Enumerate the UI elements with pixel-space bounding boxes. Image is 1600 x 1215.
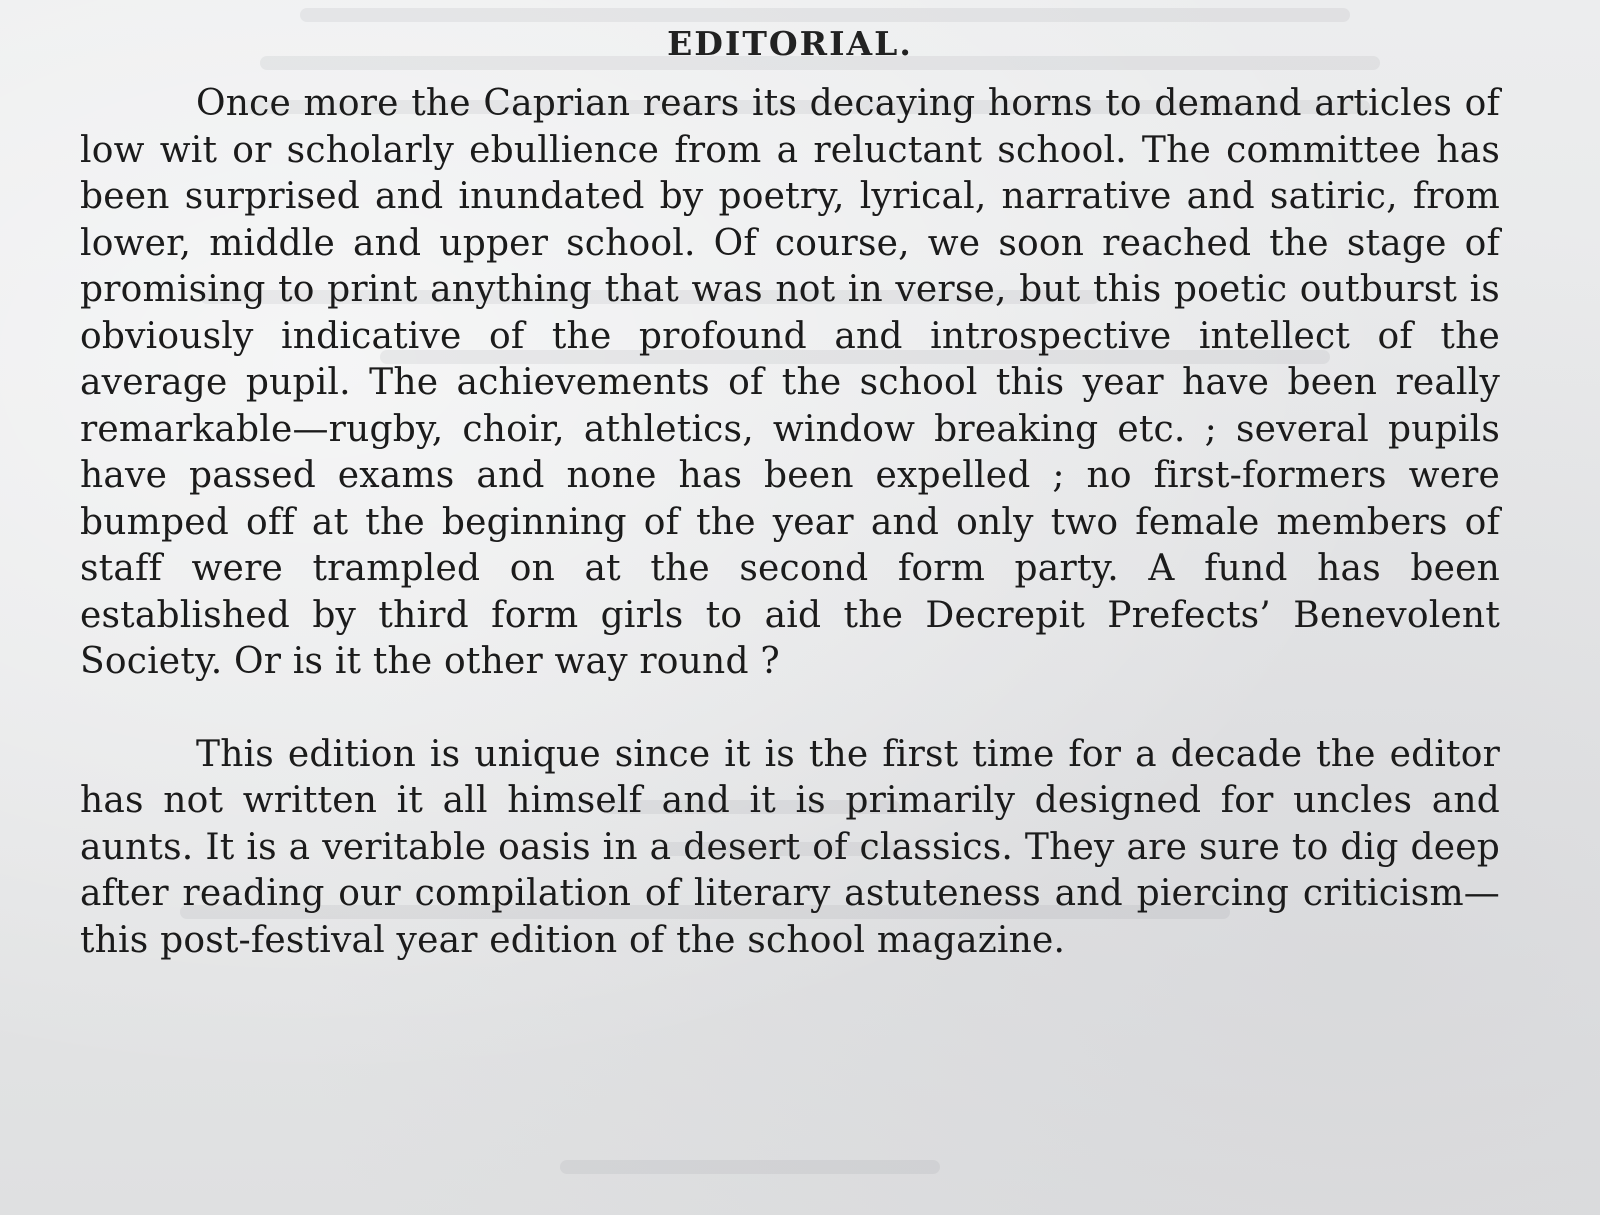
editorial-heading: EDITORIAL.	[667, 24, 913, 63]
editorial-paragraph-2: This edition is unique since it is the first time for a decade the editor has not written it all himself and it is primarily designed for uncles and aunts. It is a veritable oasis in a desert of classics. They are sure to dig deep after reading our compilation of literary astuteness and piercing criticism—this post-festival year edition of the school magazine.	[80, 733, 1500, 961]
paragraph-spacer	[80, 686, 1500, 732]
editorial-paragraph-1: Once more the Caprian rears its decaying horns to demand articles of low wit or scholarly ebullience from a reluctant school. The committee has been surprised and inundated by poetry, lyrical, narrative and satiric, from lower, middle and upper school. Of course, we soon reached the stage of promising to print anything that was not in verse, but this poetic outburst is obviously indicative of the profound and introspective intellect of the average pupil. The achievements of the school this year have been really remarkable—rugby, choir, athletics, window breaking etc. ; several pupils have passed exams and none has been expelled ; no first-formers were bumped off at the beginning of the year and only two female members of staff were trampled on at the second form party. A fund has been established by third form girls to aid the Decrepit Prefects’ Benevolent Society. Or is it the other way round ?	[80, 83, 1500, 682]
editorial-article	[80, 24, 1500, 964]
bleed-line	[300, 8, 1350, 22]
bleed-line	[560, 1160, 940, 1174]
